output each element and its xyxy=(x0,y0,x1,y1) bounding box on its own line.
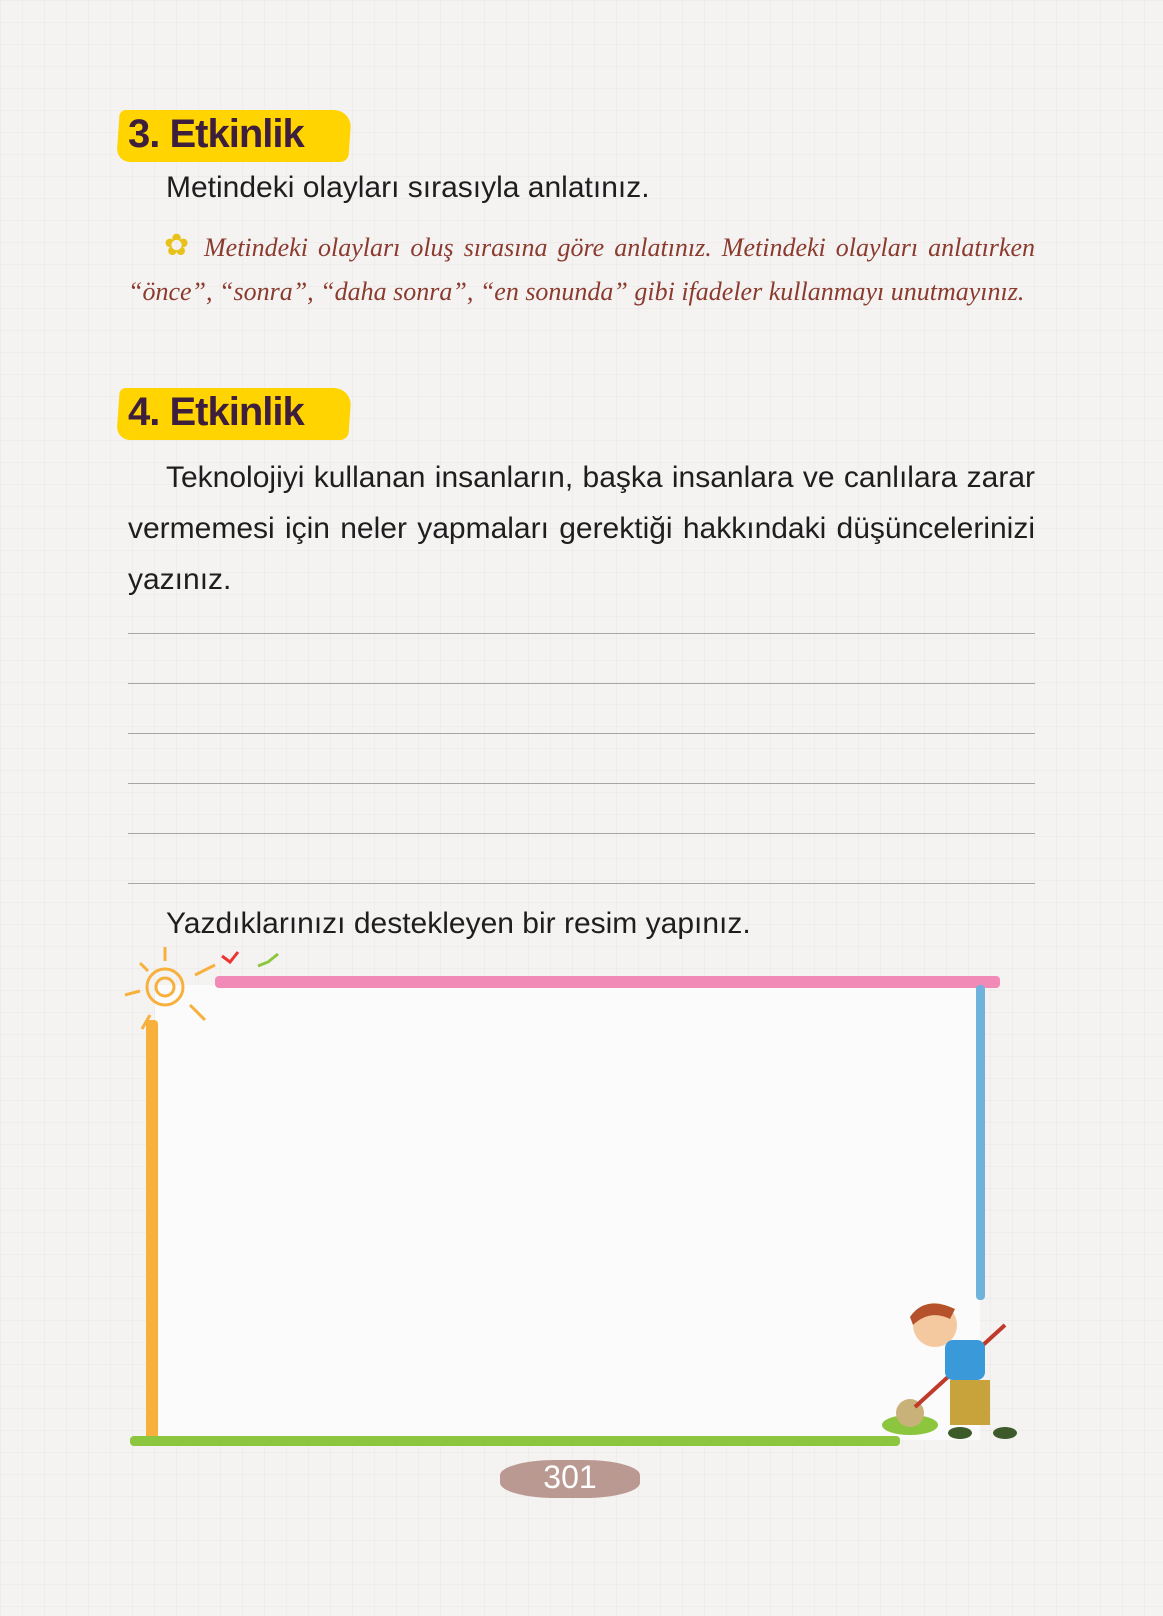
writing-line[interactable] xyxy=(128,633,1035,634)
drawing-instruction: Yazdıklarınızı destekleyen bir resim yapınız. xyxy=(166,907,751,940)
instruction-text: Teknolojiyi kullanan insanların, başka insanlara ve canlılara zarar vermemesi için neler yapmaları gerektiği hakkındaki düşüncelerinizi yazınız. xyxy=(128,461,1035,596)
activity4-instruction xyxy=(128,452,1035,605)
note-text: Metindeki olayları oluş sırasına göre anlatınız. Metindeki olayları anlatırken “önce”, “sonra”, “daha sonra”, “en sonunda” gibi ifadeler kullanmayı unutmayınız. xyxy=(128,233,1035,306)
writing-line[interactable] xyxy=(128,683,1035,684)
boy-painting-illustration xyxy=(865,1295,1030,1445)
sun-icon xyxy=(120,945,230,1035)
activity3-title: 3. Etkinlik xyxy=(128,112,304,156)
writing-line[interactable] xyxy=(128,833,1035,834)
frame-right-blue xyxy=(976,985,985,1300)
frame-bottom-green xyxy=(130,1436,900,1446)
activity4-title: 4. Etkinlik xyxy=(128,390,304,434)
writing-line[interactable] xyxy=(128,733,1035,734)
bird-icon xyxy=(220,948,295,973)
writing-line[interactable] xyxy=(128,783,1035,784)
frame-left-orange xyxy=(146,1020,158,1440)
activity3-note xyxy=(128,226,1035,314)
activity3-instruction: Metindeki olayları sırasıyla anlatınız. xyxy=(166,171,650,204)
drawing-area[interactable] xyxy=(155,985,980,1440)
flower-icon: ✿ xyxy=(164,229,190,262)
page-number: 301 xyxy=(543,1459,597,1495)
frame-top-pink xyxy=(215,976,1000,988)
writing-line[interactable] xyxy=(128,883,1035,884)
